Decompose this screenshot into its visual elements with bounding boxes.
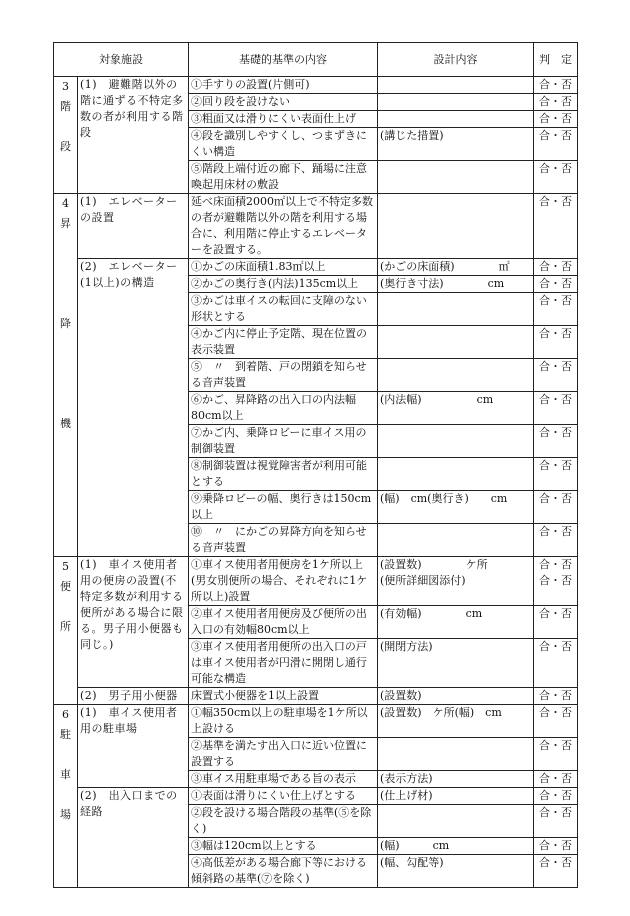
criteria-cell: ②回り段を設けない <box>189 94 378 111</box>
section-label-char <box>54 294 77 314</box>
judge-cell: 合・否 <box>534 788 578 805</box>
judge-cell: 合・否 <box>534 77 578 94</box>
table-row <box>54 788 578 805</box>
section-label-char: 機 <box>60 417 71 430</box>
section-label-char: 階 <box>60 100 71 113</box>
design-cell: (講じた措置) <box>378 128 534 161</box>
criteria-cell: ①かごの床面積1.83㎡以上 <box>189 259 378 276</box>
header-criteria: 基礎的基準の内容 <box>189 43 378 77</box>
criteria-cell: ⑩ 〃 にかごの昇降方向を知らせる音声装置 <box>189 524 378 557</box>
criteria-cell: ③車イス用駐車場である旨の表示 <box>189 771 378 788</box>
criteria-cell: ⑨乗降ロビーの幅、奥行きは150cm以上 <box>189 491 378 524</box>
table-row <box>54 77 578 94</box>
section-label-char: 4 <box>62 197 69 210</box>
judge-cell: 合・否 <box>534 688 578 705</box>
section-label-char <box>54 374 77 394</box>
criteria-cell: ⑥かご、昇降路の出入口の内法幅80cm以上 <box>189 392 378 425</box>
facility-cell: (1) 車イス使用者用の駐車場 <box>78 705 189 788</box>
section-label-char <box>54 334 77 354</box>
judge-cell: 合・否 <box>534 606 578 639</box>
criteria-cell: ①車イス使用者用便房を1ケ所以上(男女別便所の場合、それぞれに1ケ所以上)設置 <box>189 557 378 606</box>
design-cell <box>378 738 534 771</box>
section-label <box>54 705 78 888</box>
judge-cell: 合・否 <box>534 639 578 688</box>
judge-cell: 合・否 <box>534 425 578 458</box>
judge-cell: 合・否 <box>534 458 578 491</box>
criteria-cell: ③粗面又は滑りにくい表面仕上げ <box>189 111 378 128</box>
criteria-cell: ①手すりの設置(片側可) <box>189 77 378 94</box>
header-facility: 対象施設 <box>54 43 189 77</box>
judge-cell: 合・否 <box>534 705 578 738</box>
design-cell: (開閉方法) <box>378 639 534 688</box>
judge-cell: 合・否 <box>534 738 578 771</box>
criteria-cell: ⑤ 〃 到着階、戸の閉鎖を知らせる音声装置 <box>189 359 378 392</box>
section-label-char <box>54 274 77 294</box>
judge-cell: 合・否 <box>534 392 578 425</box>
section-label-char <box>54 254 77 274</box>
design-cell: (奥行き寸法) cm <box>378 276 534 293</box>
table-row <box>54 194 578 259</box>
design-cell: (幅) cm <box>378 838 534 855</box>
design-cell: (設置数) ケ所 (便所詳細図添付) <box>378 557 534 606</box>
table-row <box>54 705 578 738</box>
criteria-cell: 延べ床面積2000㎡以上で不特定多数の者が避難階以外の階を利用する場合に、利用階に停止するエレベーターを設置する。 <box>189 194 378 259</box>
section-label-char <box>54 394 77 414</box>
criteria-cell: ④段を識別しやすくし、つまずきにくい構造 <box>189 128 378 161</box>
facility-cell: (1) 避難階以外の階に通ずる不特定多数の者が利用する階段 <box>78 77 189 194</box>
section-label-char <box>54 117 77 137</box>
section-label-char <box>54 745 77 765</box>
criteria-cell: ④かご内に停止予定階、現在位置の表示装置 <box>189 326 378 359</box>
design-cell <box>378 94 534 111</box>
judge-cell: 合・否 <box>534 276 578 293</box>
design-cell: (内法幅) cm <box>378 392 534 425</box>
section-label-char: 3 <box>62 80 69 93</box>
section-label <box>54 194 78 557</box>
facility-cell: (2) 出入口までの経路 <box>78 788 189 888</box>
design-cell <box>378 293 534 326</box>
table-row <box>54 259 578 276</box>
section-label-char: 駐 <box>60 728 71 741</box>
criteria-cell: ⑤階段上端付近の廊下、踊場に注意喚起用床材の敷設 <box>189 161 378 194</box>
criteria-cell: ⑦かご内、乗降ロビーに車イス用の制御装置 <box>189 425 378 458</box>
facility-cell: (2) エレベーター(1以上)の構造 <box>78 259 189 557</box>
facility-cell: (1) エレベーターの設置 <box>78 194 189 259</box>
design-cell: (表示方法) <box>378 771 534 788</box>
section-label-char <box>54 597 77 617</box>
criteria-cell: ①幅350cm以上の駐車場を1ケ所以上設ける <box>189 705 378 738</box>
criteria-cell: ①表面は滑りにくい仕上げとする <box>189 788 378 805</box>
table-body <box>54 77 578 888</box>
judge-cell: 合・否 <box>534 524 578 557</box>
design-cell <box>378 425 534 458</box>
judge-cell: 合・否 <box>534 771 578 788</box>
header-design: 設計内容 <box>378 43 534 77</box>
header-judge: 判 定 <box>534 43 578 77</box>
design-cell: (設置数) <box>378 688 534 705</box>
criteria-cell: ③かごは車イスの転回に支障のない形状とする <box>189 293 378 326</box>
design-cell <box>378 161 534 194</box>
design-cell <box>378 77 534 94</box>
section-label-char: 場 <box>60 808 71 821</box>
judge-cell: 合・否 <box>534 194 578 259</box>
criteria-cell: ②段を設ける場合階段の基準(⑤を除く) <box>189 805 378 838</box>
table-row <box>54 557 578 606</box>
design-cell: (幅) cm(奥行き) cm <box>378 491 534 524</box>
judge-cell: 合・否 <box>534 491 578 524</box>
judge-cell: 合・否 <box>534 855 578 888</box>
criteria-cell: ③幅は120cm以上とする <box>189 838 378 855</box>
header-row <box>54 43 578 77</box>
design-cell <box>378 326 534 359</box>
design-cell: (有効幅) cm <box>378 606 534 639</box>
design-cell: (仕上げ材) <box>378 788 534 805</box>
judge-cell: 合・否 <box>534 94 578 111</box>
criteria-cell: ②かごの奥行き(内法)135cm以上 <box>189 276 378 293</box>
section-label-char: 段 <box>60 140 71 153</box>
criteria-cell: 床置式小便器を1以上設置 <box>189 688 378 705</box>
judge-cell: 合・否 <box>534 293 578 326</box>
criteria-cell: ⑧制御装置は視覚障害者が利用可能とする <box>189 458 378 491</box>
facility-cell: (1) 車イス使用者用の便房の設置(不特定多数が利用する便所がある場合に限る。男子用小便器も同じ。) <box>78 557 189 688</box>
judge-cell: 合・否 <box>534 161 578 194</box>
section-label-char: 昇 <box>60 217 71 230</box>
design-cell <box>378 805 534 838</box>
judge-cell: 合・否 <box>534 111 578 128</box>
design-cell <box>378 458 534 491</box>
section-label-char: 5 <box>62 560 69 573</box>
section-label-char <box>54 785 77 805</box>
judge-cell: 合・否 <box>534 128 578 161</box>
criteria-cell: ③車イス使用者用便所の出入口の戸は車イス使用者が円滑に開閉し通行可能な構造 <box>189 639 378 688</box>
standards-table <box>53 42 578 888</box>
design-cell <box>378 111 534 128</box>
criteria-cell: ②車イス使用者用便房及び便所の出入口の有効幅80cm以上 <box>189 606 378 639</box>
design-cell <box>378 194 534 259</box>
judge-cell: 合・否 <box>534 326 578 359</box>
section-label-char: 6 <box>62 708 69 721</box>
judge-cell: 合・否 <box>534 259 578 276</box>
judge-cell: 合・否 <box>534 359 578 392</box>
section-label-char <box>54 354 77 374</box>
design-cell <box>378 359 534 392</box>
section-label-char: 降 <box>60 317 71 330</box>
section-label-char <box>54 234 77 254</box>
criteria-cell: ②基準を満たす出入口に近い位置に設置する <box>189 738 378 771</box>
section-label-char: 車 <box>60 768 71 781</box>
facility-cell: (2) 男子用小便器 <box>78 688 189 705</box>
criteria-cell: ④高低差がある場合廊下等における傾斜路の基準(⑦を除く) <box>189 855 378 888</box>
design-cell <box>378 524 534 557</box>
table-row <box>54 688 578 705</box>
judge-cell: 合・否 合・否 <box>534 557 578 606</box>
section-label <box>54 77 78 194</box>
section-label <box>54 557 78 705</box>
design-cell: (設置数) ケ所(幅) cm <box>378 705 534 738</box>
judge-cell: 合・否 <box>534 805 578 838</box>
design-cell: (幅、勾配等) <box>378 855 534 888</box>
design-cell: (かごの床面積) ㎡ <box>378 259 534 276</box>
judge-cell: 合・否 <box>534 838 578 855</box>
section-label-char: 所 <box>60 620 71 633</box>
section-label-char: 便 <box>60 580 71 593</box>
